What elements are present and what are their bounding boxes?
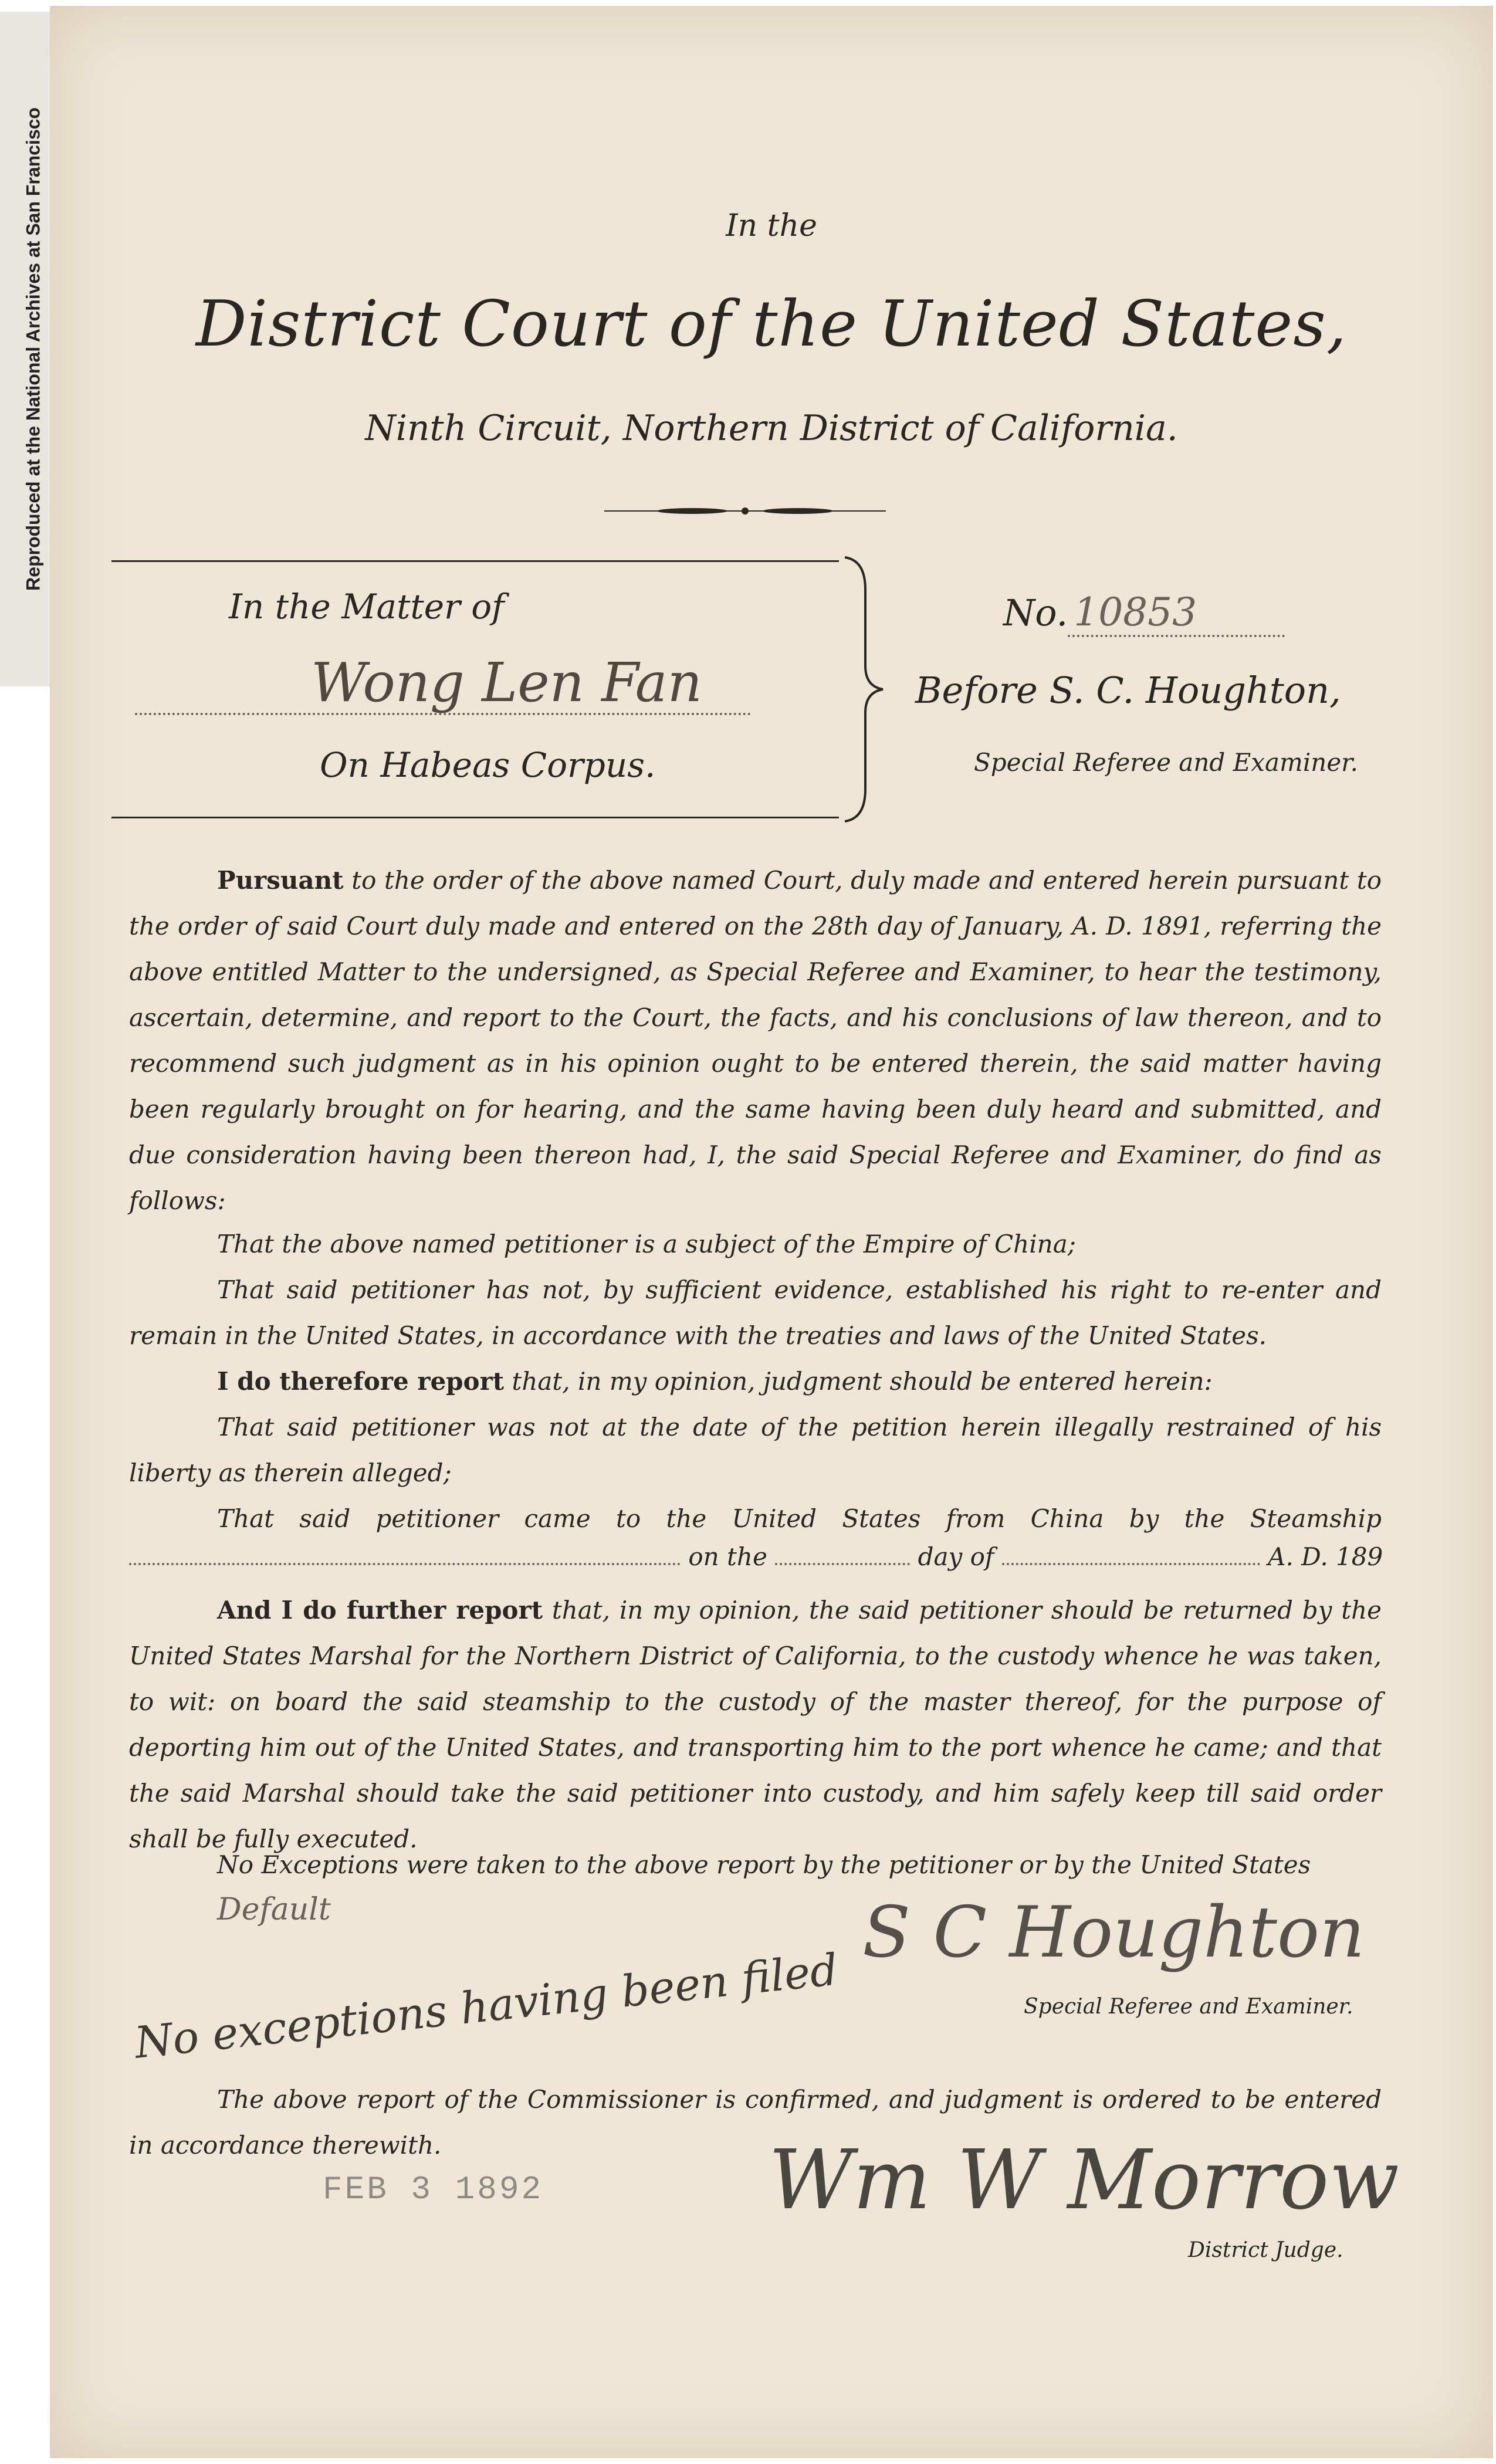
no-exceptions-line [129,1842,1382,1888]
steamship-blanks [129,1542,1382,1571]
day-of-label: day of [918,1542,994,1571]
further-report [129,1588,1382,1862]
report-text: that, in my opinion, judgment should be entered herein: [512,1367,1213,1396]
right-brace [839,554,886,824]
lead-pursuant: Pursuant [217,866,344,895]
report-1 [129,1404,1382,1496]
report-2 [129,1496,1382,1542]
petitioner-name-handwritten: Wong Len Fan [311,651,702,714]
day-blank [775,1542,910,1565]
report-1-text: That said petitioner was not at the date of the petition herein illegally restrained of his liberty as therein alleged; [129,1413,1382,1487]
matter-title: In the Matter of [229,587,505,627]
case-number [1003,590,1285,637]
referee-signature: S C Houghton [862,1892,1365,1974]
finding-2 [129,1267,1382,1359]
ornament-divider [604,506,886,516]
report-intro [129,1359,1382,1404]
finding-2-text: That said petitioner has not, by sufficient evidence, established his right to re-enter and remain in the United States, in accordance with the treaties and laws of the United States. [129,1275,1382,1350]
examiner-title: Special Referee and Examiner. [974,748,1358,777]
archive-tab-text: Reproduced at the National Archives at San Francisco [22,107,44,591]
date-stamp: FEB 3 1892 [323,2171,544,2208]
case-number-value: 10853 [1068,590,1285,637]
ad-year-label: A. D. 189 [1268,1542,1383,1571]
no-exceptions-text: No Exceptions were taken to the above report by the petitioner or by the United States [217,1850,1311,1879]
lead-further: And I do further report [217,1596,543,1624]
referee-signature-label: Special Referee and Examiner. [1024,1995,1353,2019]
steamship-name-blank [129,1542,681,1565]
month-blank [1002,1542,1260,1565]
on-the-label: on the [688,1542,767,1571]
header-in-the: In the [726,208,817,243]
case-no-label: No. [1003,591,1068,634]
finding-1-text: That the above named petitioner is a subject of the Empire of China; [217,1230,1076,1258]
judge-signature-label: District Judge. [1188,2238,1343,2262]
habeas-corpus-label: On Habeas Corpus. [320,745,656,785]
handwritten-no-exceptions: No exceptions having been filed [132,1944,841,2069]
handwritten-default: Default [217,1892,331,1927]
confirmation-text: The above report of the Commissioner is confirmed, and judgment is ordered to be entered in accordance therewith. [129,2085,1382,2160]
para1-text: to the order of the above named Court, duly made and entered herein pursuant to the order of said Court duly made and entered on the 28th day of January, A. D. 1891, referring the above entitled Matter to the undersigned, as Special Referee and Examiner, to hear the testimony, ascertain, determine, and report to the Court, the facts, and his conclusions of law thereon, and to recommend such judgment as in his opinion ought to be entered therein, the said matter having been regularly brought on for hearing, and the same having been duly heard and submitted, and due consideration having been thereon had, I, the said Special Referee and Examiner, do find as follows: [129,866,1382,1215]
report-2-text: That said petitioner came to the United States from China by the Steamship [217,1504,1382,1533]
further-text: that, in my opinion, the said petitioner should be returned by the United States Marshal for the Northern District of California, to the custody whence he was taken, to wit: on board the said steamship to the custody of the master thereof, for the purpose of deporting him out of the United States, and transporting him to the port whence he came; and that the said Marshal should take the said petitioner into custody, and him safely keep till said order shall be fully executed. [129,1596,1382,1853]
before-examiner: Before S. C. Houghton, [915,669,1341,712]
circuit-subtitle: Ninth Circuit, Northern District of California. [365,408,1178,449]
court-title: District Court of the United States, [195,287,1348,361]
findings-paragraph [129,858,1382,1224]
lead-report: I do therefore report [217,1367,505,1396]
judge-signature: Wm W Morrow [769,2133,1400,2228]
finding-1 [129,1221,1382,1267]
